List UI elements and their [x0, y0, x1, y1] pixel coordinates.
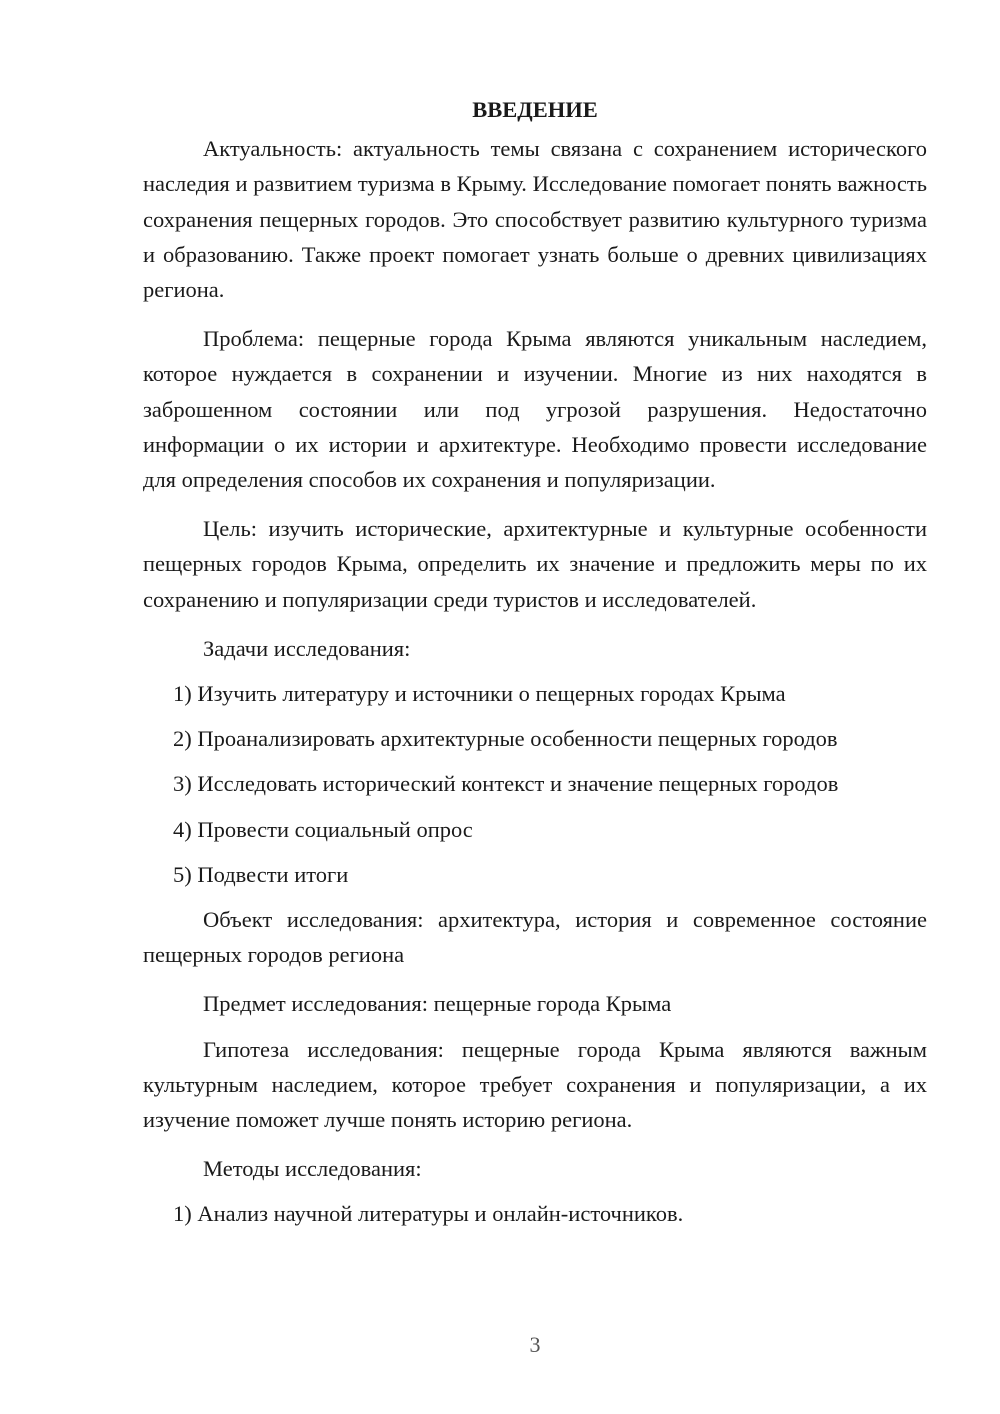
object-paragraph: Объект исследования: архитектура, история и современное состояние пещерных городов региона	[143, 907, 927, 968]
task-item: 1) Изучить литературу и источники о пещерных городах Крыма	[173, 681, 786, 707]
problem-paragraph: Проблема: пещерные города Крыма являются уникальным наследием, которое нуждается в сохранении и изучении. Многие из них находятся в заброшенном состоянии или под угрозой разрушения. Недостаточно информации о их истории и архитектуре. Необходимо провести исследование для определения способов их сохранения и популяризации.	[143, 326, 927, 493]
task-item: 4) Провести социальный опрос	[173, 816, 473, 842]
page-content	[143, 92, 927, 1242]
method-item: 1) Анализ научной литературы и онлайн-источников.	[173, 1201, 684, 1227]
tasks-heading: Задачи исследования:	[203, 635, 411, 661]
subject-paragraph: Предмет исследования: пещерные города Крыма	[203, 991, 672, 1017]
methods-heading: Методы исследования:	[203, 1156, 422, 1182]
section-title: ВВЕДЕНИЕ	[472, 97, 598, 122]
relevance-paragraph: Актуальность: актуальность темы связана с сохранением исторического наследия и развитием туризма в Крыму. Исследование помогает понять важность сохранения пещерных городов. Это способствует развитию культурного туризма и образованию. Также проект помогает узнать больше о древних цивилизациях региона.	[143, 136, 927, 303]
goal-paragraph: Цель: изучить исторические, архитектурные и культурные особенности пещерных городов Крыма, определить их значение и предложить меры по их сохранению и популяризации среди туристов и исследователей.	[143, 516, 927, 612]
task-item: 3) Исследовать исторический контекст и значение пещерных городов	[173, 771, 839, 797]
task-item: 2) Проанализировать архитектурные особенности пещерных городов	[173, 726, 838, 752]
page-number: 3	[529, 1332, 541, 1357]
task-item: 5) Подвести итоги	[173, 861, 349, 887]
hypothesis-paragraph: Гипотеза исследования: пещерные города Крыма являются важным культурным наследием, которое требует сохранения и популяризации, а их изучение поможет лучше понять историю региона.	[143, 1036, 927, 1133]
